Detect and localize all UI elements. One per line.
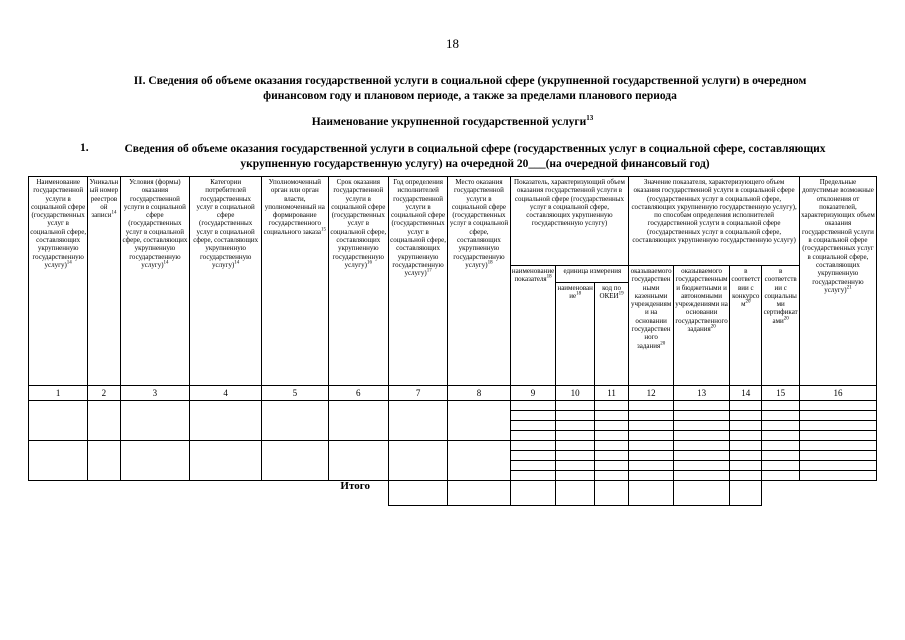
col-header-consumer-categories: Категории потребителей государственных услуг в социальной сфере (государственных услуг в социальной сфере, составляющих укрупненную государственную услугу)$^{14}$ xyxy=(190,177,262,386)
table-cell[interactable] xyxy=(799,461,876,471)
table-cell[interactable] xyxy=(510,401,556,411)
table-cell[interactable] xyxy=(673,441,729,451)
table-cell[interactable] xyxy=(262,401,329,441)
table-cell[interactable] xyxy=(762,471,800,481)
table-cell[interactable] xyxy=(510,431,556,441)
column-number: 1 xyxy=(29,386,88,401)
service-volume-table xyxy=(28,176,877,506)
col-header-conditions: Условия (формы) оказания государственной услуги в социальной сфере (государственных услуг в социальной сфере, составляющих укрупненную государственную услугу)$^{14}$ xyxy=(120,177,190,386)
table-cell[interactable] xyxy=(730,431,762,441)
col-header-by-certificates: в соответствии с социальными сертификатами$^{20}$ xyxy=(762,266,800,386)
table-cell[interactable] xyxy=(629,431,674,441)
table-cell[interactable] xyxy=(629,461,674,471)
table-cell[interactable] xyxy=(762,461,800,471)
table-cell[interactable] xyxy=(762,421,800,431)
total-label: Итого xyxy=(340,480,370,492)
table-cell[interactable] xyxy=(594,411,628,421)
table-cell[interactable] xyxy=(88,441,120,481)
table-cell[interactable] xyxy=(510,451,556,461)
table-cell[interactable] xyxy=(730,401,762,411)
table-cell[interactable] xyxy=(556,471,594,481)
table-cell[interactable] xyxy=(120,441,190,481)
table-cell[interactable] xyxy=(799,401,876,411)
col-header-budget-institutions: оказываемого государственными бюджетными и автономными учреждениями на основании государственного задания$^{20}$ xyxy=(673,266,729,386)
table-cell[interactable] xyxy=(594,431,628,441)
table-cell[interactable] xyxy=(510,461,556,471)
col-header-service-place: Место оказания государственной услуги в социальной сфере (государственных услуг в социальной сфере, составляющих укрупненную государственную услугу)$^{18}$ xyxy=(448,177,510,386)
table-cell[interactable] xyxy=(594,451,628,461)
table-cell[interactable] xyxy=(510,421,556,431)
table-cell[interactable] xyxy=(556,481,594,506)
table-cell[interactable] xyxy=(730,461,762,471)
table-cell[interactable] xyxy=(388,401,447,441)
table-cell[interactable] xyxy=(673,451,729,461)
table-cell[interactable] xyxy=(448,481,510,506)
table-cell[interactable] xyxy=(510,471,556,481)
section-title: II. Сведения об объеме оказания государственной услуги в социальной сфере (укрупненной государственной услуги) в очередном финансовом году и плановом периоде, а также за пределами планового периода xyxy=(133,75,807,102)
table-cell[interactable] xyxy=(556,421,594,431)
column-number: 12 xyxy=(629,386,674,401)
aggregated-service-name-heading xyxy=(0,114,905,128)
header-row-1 xyxy=(29,177,877,266)
table-cell[interactable] xyxy=(730,471,762,481)
column-number-row xyxy=(29,386,877,401)
column-number: 3 xyxy=(120,386,190,401)
col-header-okei-code: код по ОКЕИ$^{19}$ xyxy=(594,283,628,386)
subtitle-text: Наименование укрупненной государственной услуги xyxy=(311,115,587,128)
col-header-service-period: Срок оказания государственной услуги в социальной сфере (государственных услуг в социальной сфере, составляющих укрупненную государственную услугу)$^{16}$ xyxy=(328,177,388,386)
table-cell[interactable] xyxy=(594,481,628,506)
column-number: 15 xyxy=(762,386,800,401)
table-cell[interactable] xyxy=(799,431,876,441)
table-cell[interactable] xyxy=(448,441,510,481)
table-cell[interactable] xyxy=(190,401,262,441)
table-cell[interactable] xyxy=(556,451,594,461)
column-number: 5 xyxy=(262,386,329,401)
column-number: 9 xyxy=(510,386,556,401)
table-cell[interactable] xyxy=(799,471,876,481)
table-cell[interactable] xyxy=(120,401,190,441)
total-row xyxy=(29,481,877,506)
table-cell[interactable] xyxy=(556,411,594,421)
col-header-authorized-body: Уполномоченный орган или орган власти, уполномоченный на формирование государственного социального заказа$^{15}$ xyxy=(262,177,329,386)
table-cell[interactable] xyxy=(510,411,556,421)
item-number: 1. xyxy=(80,142,89,154)
table-cell[interactable] xyxy=(799,441,876,451)
column-number: 16 xyxy=(799,386,876,401)
table-cell[interactable] xyxy=(388,481,447,506)
table-cell[interactable] xyxy=(510,441,556,451)
col-header-state-institutions: оказываемого государственными казенными учреждениями на основании государственного задания$^{20}$ xyxy=(629,266,674,386)
col-header-unit-name: наименование$^{18}$ xyxy=(556,283,594,386)
column-number: 6 xyxy=(328,386,388,401)
table-cell[interactable] xyxy=(730,421,762,431)
column-number: 14 xyxy=(730,386,762,401)
column-number: 10 xyxy=(556,386,594,401)
table-cell[interactable] xyxy=(29,401,88,441)
table-cell[interactable] xyxy=(629,441,674,451)
table-row xyxy=(29,441,877,451)
table-cell[interactable] xyxy=(190,441,262,481)
table-cell[interactable] xyxy=(762,401,800,411)
table-cell[interactable] xyxy=(328,401,388,441)
column-number: 2 xyxy=(88,386,120,401)
table-cell[interactable] xyxy=(799,411,876,421)
table-cell[interactable] xyxy=(629,481,674,506)
table-cell[interactable] xyxy=(328,441,388,481)
table-cell[interactable] xyxy=(510,481,556,506)
column-number: 11 xyxy=(594,386,628,401)
table-cell[interactable] xyxy=(730,411,762,421)
subtitle-footnote: 13 xyxy=(586,114,594,122)
table-cell[interactable] xyxy=(730,451,762,461)
column-number: 7 xyxy=(388,386,447,401)
table-cell[interactable] xyxy=(594,461,628,471)
column-number: 8 xyxy=(448,386,510,401)
col-header-registry-number: Уникальный номер реестровой записи$^{14}$ xyxy=(88,177,120,386)
table-cell[interactable] xyxy=(673,401,729,411)
table-cell[interactable] xyxy=(799,451,876,461)
col-header-year-of-selection: Год определения исполнителей государственной услуги в социальной сфере (государственных услуг в социальной сфере, составляющих укрупненную государственную услугу)$^{17}$ xyxy=(388,177,447,386)
table-row xyxy=(29,401,877,411)
table-cell[interactable] xyxy=(88,401,120,441)
table-cell[interactable] xyxy=(762,411,800,421)
col-group-indicator: Показатель, характеризующий объем оказания государственной услуги в социальной сфере (государственных услуг в социальной сфере, составляющих укрупненную государственную услугу) xyxy=(510,177,629,266)
table-cell[interactable] xyxy=(594,441,628,451)
table-cell[interactable] xyxy=(762,451,800,461)
item-title: Сведения об объеме оказания государственной услуги в социальной сфере (государственных услуг в социальной сфере, составляющих укрупненную государственную услугу) на очередной 20___(на очередной финансовый год) xyxy=(124,143,826,170)
table-cell[interactable] xyxy=(629,411,674,421)
table-cell[interactable] xyxy=(29,441,88,481)
table-cell[interactable] xyxy=(673,431,729,441)
table-cell[interactable] xyxy=(448,401,510,441)
col-header-by-tender: в соответствии с конкурсом$^{20}$ xyxy=(730,266,762,386)
table-cell[interactable] xyxy=(629,451,674,461)
table-cell[interactable] xyxy=(730,441,762,451)
table-cell[interactable] xyxy=(673,461,729,471)
col-group-unit: единица измерения xyxy=(556,266,629,283)
page-number: 18 xyxy=(446,36,459,51)
table-cell[interactable] xyxy=(799,421,876,431)
table-cell[interactable] xyxy=(594,401,628,411)
column-number: 13 xyxy=(673,386,729,401)
table-cell[interactable] xyxy=(262,441,329,481)
table-cell[interactable] xyxy=(673,421,729,431)
col-header-service-name: Наименование государственной услуги в социальной сфере (государственных услуг в социальной сфере, составляющих укрупненную государственную услугу)$^{14}$ xyxy=(29,177,88,386)
col-header-allowed-deviations: Предельные допустимые возможные отклонения от показателей, характеризующих объем оказания государственной услуги в социальной сфере (государственных услуг в социальной сфере, составляющих укрупненную государственную услугу)$^{21}$ xyxy=(799,177,876,386)
col-header-indicator-name: наименование показателя$^{18}$ xyxy=(510,266,556,386)
table-cell[interactable] xyxy=(762,441,800,451)
table-cell[interactable] xyxy=(629,421,674,431)
table-cell[interactable] xyxy=(556,401,594,411)
table-cell[interactable] xyxy=(629,471,674,481)
table-cell[interactable] xyxy=(673,481,729,506)
table-cell[interactable] xyxy=(556,461,594,471)
table-cell[interactable] xyxy=(594,471,628,481)
table-cell[interactable] xyxy=(594,421,628,431)
table-cell[interactable] xyxy=(730,481,762,506)
table-cell[interactable] xyxy=(673,471,729,481)
table-cell[interactable] xyxy=(629,401,674,411)
column-number: 4 xyxy=(190,386,262,401)
table-cell[interactable] xyxy=(556,441,594,451)
table-cell[interactable] xyxy=(762,431,800,441)
table-cell[interactable] xyxy=(556,431,594,441)
table-cell[interactable] xyxy=(673,411,729,421)
table-cell[interactable] xyxy=(388,441,447,481)
col-group-indicator-value: Значение показателя, характеризующего объем оказания государственной услуги в социальной сфере (государственных услуг в социальной сфере, составляющих укрупненную государственную услугу), по способам определения исполнителей государственной услуги в социальной сфере (государственных услуг в социальной сфере, составляющих укрупненную государственную услугу) xyxy=(629,177,800,266)
